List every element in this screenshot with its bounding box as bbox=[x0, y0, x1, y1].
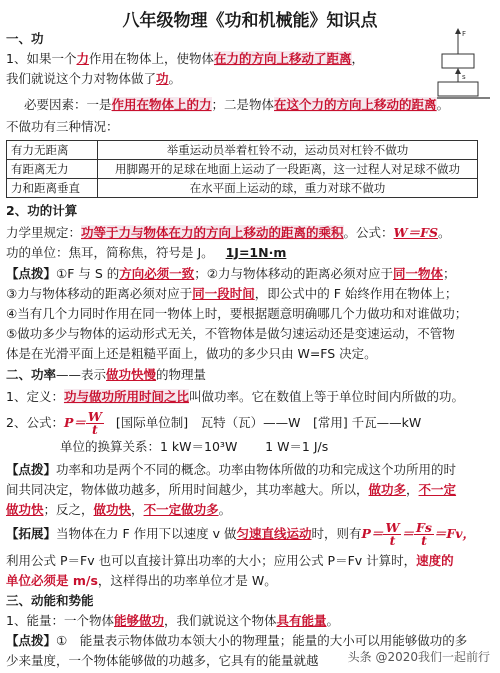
text: ；反之， bbox=[43, 502, 94, 517]
text: 必要因素：一是 bbox=[24, 97, 112, 112]
text: 2、公式： bbox=[6, 415, 64, 430]
work-definition-line1 bbox=[6, 50, 496, 68]
denominator: t bbox=[389, 533, 396, 548]
no-work-intro: 不做功有三种情况： bbox=[6, 119, 119, 134]
text: ，我们就说这个物体 bbox=[163, 613, 277, 628]
key-term: 匀速直线运动 bbox=[236, 526, 312, 541]
table-row bbox=[7, 141, 478, 160]
key-term: 力 bbox=[76, 51, 89, 66]
numerator: Fs bbox=[416, 520, 432, 535]
section-heading-work-calc: 2、功的计算 bbox=[6, 203, 78, 218]
tip-label: 【点拨】 bbox=[6, 462, 57, 477]
key-term: 同一物体 bbox=[393, 266, 444, 281]
key-term: 在这个力的方向上移动的距离 bbox=[274, 97, 437, 112]
text: 单位的换算关系：1 kW＝10³W bbox=[60, 439, 238, 454]
formula-part: P＝ bbox=[361, 526, 384, 541]
numerator: W bbox=[385, 520, 400, 535]
tip-line2 bbox=[6, 285, 496, 303]
key-term: 同一段时间 bbox=[192, 286, 255, 301]
table-cell: 力和距离垂直 bbox=[7, 179, 98, 198]
text: 1 W＝1 J/s bbox=[265, 439, 329, 454]
table-cell: 有距离无力 bbox=[7, 160, 98, 179]
text: 力学里规定： bbox=[6, 225, 82, 240]
section-heading-energy: 三、动能和势能 bbox=[6, 593, 94, 608]
extension-line3 bbox=[6, 572, 496, 590]
text: ； bbox=[443, 266, 456, 281]
table-row bbox=[7, 160, 478, 179]
text: 作用在物体上，使物体 bbox=[88, 51, 214, 66]
tip-label: 【点拨】 bbox=[6, 266, 57, 281]
key-term: 速度的 bbox=[416, 553, 454, 568]
key-term: 具有能量 bbox=[276, 613, 327, 628]
key-term: 方向必须一致 bbox=[119, 266, 195, 281]
extension-line2 bbox=[6, 552, 496, 570]
text: ③力与物体移动的距离必须对应于 bbox=[6, 286, 193, 301]
svg-text:s: s bbox=[462, 73, 466, 81]
unit-equation: 1J=1N·m bbox=[225, 245, 287, 260]
text: 。公式： bbox=[343, 225, 394, 240]
work-law-line bbox=[6, 224, 496, 242]
text: ；②力与物体移动的距离必须对应于 bbox=[194, 266, 394, 281]
key-term: 功等于力与物体在力的方向上移动的距离的乘积 bbox=[81, 225, 344, 240]
table-cell: 举重运动员举着杠铃不动，运动员对杠铃不做功 bbox=[98, 141, 478, 160]
key-term: 单位必须是 m/s bbox=[6, 573, 98, 588]
text: ① 能量表示物体做功本领大小的物理量；能量的大小可以用能够做功的多 bbox=[56, 633, 468, 648]
power-tip-line2 bbox=[6, 481, 496, 499]
extension-line1 bbox=[6, 520, 496, 548]
extension-label: 【拓展】 bbox=[6, 526, 57, 541]
work-definition-line2 bbox=[6, 70, 496, 88]
table-row bbox=[7, 179, 478, 198]
text: 1、能量：一个物体 bbox=[6, 613, 114, 628]
key-term: 做功快慢 bbox=[106, 367, 157, 382]
text: 利用公式 P＝Fv 也可以直接计算出功率的大小；应用公式 P＝Fv 计算时， bbox=[6, 553, 417, 568]
text: 的物理量 bbox=[156, 367, 207, 382]
energy-definition bbox=[6, 612, 496, 630]
power-tip-line3 bbox=[6, 501, 496, 519]
unit-conversion-line bbox=[60, 438, 496, 456]
key-term: 在力的方向上移动了距离 bbox=[213, 51, 352, 66]
key-term: 功与做功所用时间之比 bbox=[63, 389, 189, 404]
text: 。 bbox=[218, 502, 232, 517]
text: 。 bbox=[436, 97, 450, 112]
text: ；二是物体 bbox=[211, 97, 275, 112]
text: ， bbox=[131, 502, 144, 517]
numerator: W bbox=[87, 409, 102, 424]
key-term: 功 bbox=[156, 71, 169, 86]
key-term: 做功多 bbox=[368, 482, 407, 497]
table-cell: 在水平面上运动的球，重力对球不做功 bbox=[98, 179, 478, 198]
work-unit-line bbox=[6, 244, 496, 262]
text: 当物体在力 F 作用下以速度 v 做 bbox=[56, 526, 237, 541]
key-term: 作用在物体上的力 bbox=[111, 97, 212, 112]
table-cell: 用脚踢开的足球在地面上运动了一段距离，这一过程人对足球不做功 bbox=[98, 160, 478, 179]
work-formula: W＝FS bbox=[393, 225, 438, 240]
key-term: 做功快 bbox=[93, 502, 132, 517]
text: 间共同决定，物体做功越多，所用时间越少，其功率越大。所以， bbox=[6, 482, 369, 497]
power-definition bbox=[6, 388, 496, 406]
watermark: 头条 @2020我们一起前行 bbox=[347, 650, 490, 664]
key-term: 能够做功 bbox=[113, 613, 164, 628]
denominator: t bbox=[421, 533, 427, 548]
power-tip-line1 bbox=[6, 461, 496, 479]
text: ，这样得出的功率单位才是 W。 bbox=[97, 573, 277, 588]
text: 功的单位：焦耳，简称焦，符号是 J。 bbox=[6, 245, 214, 260]
work-factors-line bbox=[24, 96, 496, 114]
text: ，即公式中的 F 始终作用在物体上； bbox=[254, 286, 458, 301]
formula-part: ＝Fv， bbox=[433, 526, 476, 541]
text: ， bbox=[406, 482, 419, 497]
power-formula: P＝ bbox=[63, 415, 86, 430]
text: 我们就说这个力对物体做了 bbox=[6, 71, 157, 86]
text: 。 bbox=[438, 225, 451, 240]
text: 叫做功率。它在数值上等于单位时间内所做的功。 bbox=[188, 389, 464, 404]
key-term: 不一定 bbox=[418, 482, 457, 497]
power-formula-line bbox=[6, 410, 496, 436]
tip-line5: 体是在光滑平面上还是粗糙平面上，做功的多少只由 W=FS 决定。 bbox=[6, 346, 377, 361]
no-work-table bbox=[6, 140, 478, 198]
text: 时，则有 bbox=[311, 526, 362, 541]
text: ， bbox=[351, 51, 365, 66]
page-title: 八年级物理《功和机械能》知识点 bbox=[122, 11, 378, 31]
table-cell: 有力无距离 bbox=[7, 141, 98, 160]
text: [国际单位制] 瓦特（瓦）——W [常用] 千瓦——kW bbox=[115, 415, 422, 430]
text: 。 bbox=[326, 613, 340, 628]
tip-line3: ④当有几个力同时作用在同一物体上时，要根据题意明确哪几个力做功和对谁做功； bbox=[6, 306, 468, 321]
fraction bbox=[383, 522, 401, 547]
tip-label: 【点拨】 bbox=[6, 633, 57, 648]
tip-line1 bbox=[6, 265, 496, 283]
text: 功率和功是两个不同的概念。功率由物体所做的功和完成这个功所用的时 bbox=[56, 462, 457, 477]
text: 。 bbox=[168, 71, 182, 86]
denominator: t bbox=[91, 422, 98, 437]
energy-tip-line2: 少来量度，一个物体能够做的功越多，它具有的能量就越 bbox=[6, 653, 319, 668]
section-heading-work: 一、功 bbox=[6, 31, 44, 46]
text: 1、定义： bbox=[6, 389, 64, 404]
key-term: 不一定做功多 bbox=[143, 502, 219, 517]
tip-line4: ⑤做功多少与物体的运动形式无关，不管物体是做匀速运动还是变速运动，不管物 bbox=[6, 326, 455, 341]
text: 1、如果一个 bbox=[6, 51, 77, 66]
key-term: 做功快 bbox=[6, 502, 44, 517]
text: 二、功率 bbox=[6, 367, 57, 382]
text: ①F 与 S 的 bbox=[56, 266, 120, 281]
fraction bbox=[414, 522, 434, 547]
fraction bbox=[86, 411, 104, 436]
text: ——表示 bbox=[56, 367, 107, 382]
formula-part: ＝ bbox=[401, 526, 414, 541]
section-heading-power bbox=[6, 366, 496, 384]
svg-text:F: F bbox=[462, 30, 467, 38]
